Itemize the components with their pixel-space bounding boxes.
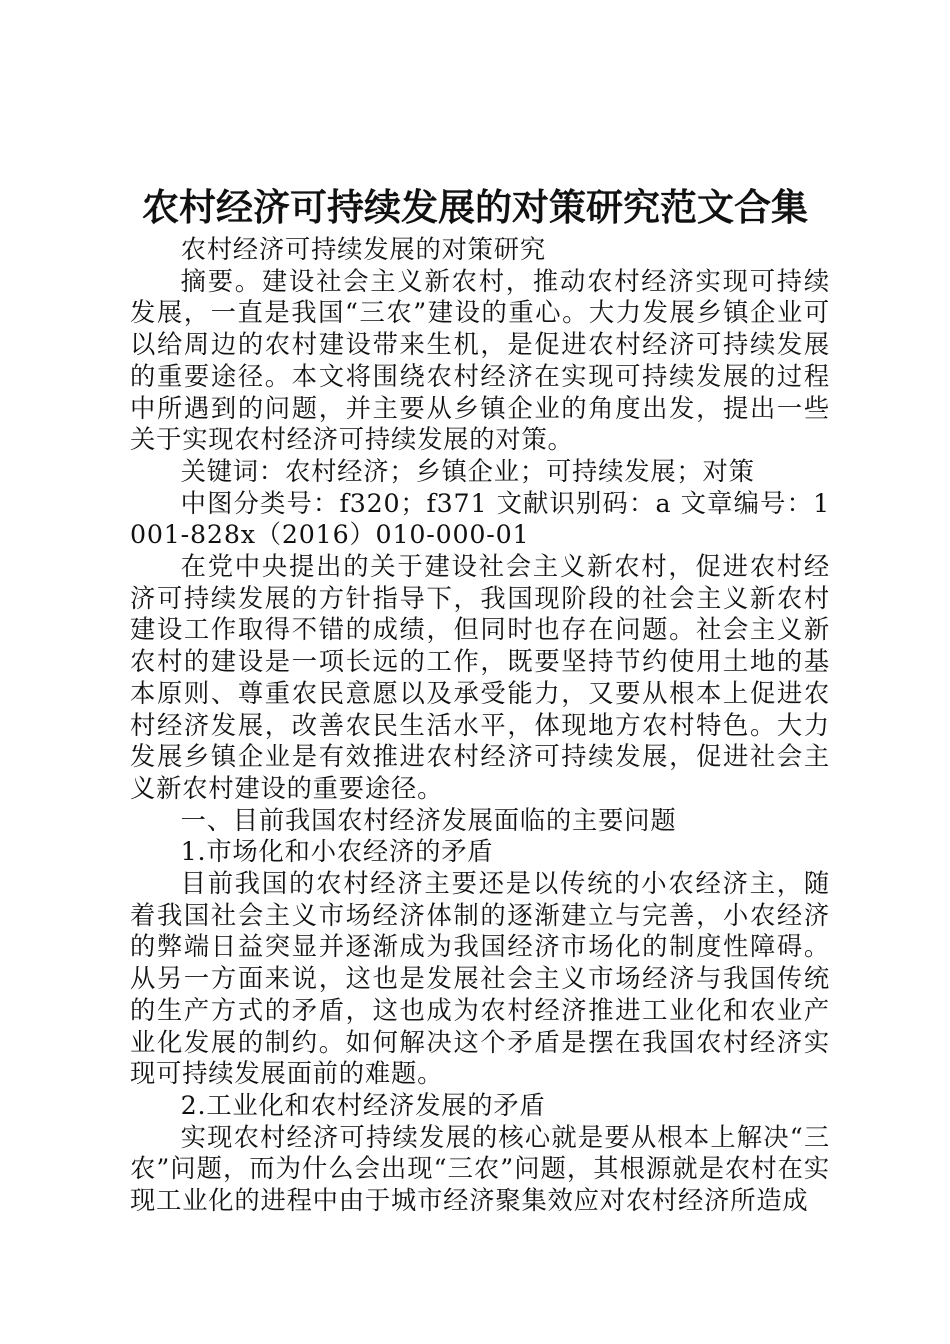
classification-paragraph: 中图分类号：f320；f371 文献识别码：a 文章编号：1001-828x（2016）010-000-01 bbox=[130, 488, 830, 550]
body-paragraph: 在党中央提出的关于建设社会主义新农村，促进农村经济可持续发展的方针指导下，我国现阶段的社会主义新农村建设工作取得不错的成绩，但同时也存在问题。社会主义新农村的建设是一项长远的工作，既要坚持节约使用土地的基本原则、尊重农民意愿以及承受能力，又要从根本上促进农村经济发展，改善农民生活水平，体现地方农村特色。大力发展乡镇企业是有效推进农村经济可持续发展，促进社会主义新农村建设的重要途径。 bbox=[130, 552, 830, 803]
subsection-heading: 1.市场化和小农经济的矛盾 bbox=[180, 837, 494, 867]
body-paragraph: 目前我国的农村经济主要还是以传统的小农经济主，随着我国社会主义市场经济体制的逐渐建立与完善，小农经济的弊端日益突显并逐渐成为我国经济市场化的制度性障碍。从另一方面来说，这也是发展社会主义市场经济与我国传统的生产方式的矛盾，这也成为农村经济推进工业化和农业产业化发展的制约。如何解决这个矛盾是摆在我国农村经济实现可持续发展面前的难题。 bbox=[130, 869, 830, 1089]
subsection-heading: 2.工业化和农村经济发展的矛盾 bbox=[180, 1090, 546, 1120]
document-title: 农村经济可持续发展的对策研究范文合集 bbox=[142, 185, 808, 229]
abstract-paragraph: 摘要。建设社会主义新农村，推动农村经济实现可持续发展，一直是我国“三农”建设的重心。大力发展乡镇企业可以给周边的农村建设带来生机，是促进农村经济可持续发展的重要途径。本文将围绕农村经济在实现可持续发展的过程中所遇到的问题，并主要从乡镇企业的角度出发，提出一些关于实现农村经济可持续发展的对策。 bbox=[130, 266, 830, 455]
section-heading: 一、目前我国农村经济发展面临的主要问题 bbox=[180, 805, 677, 835]
keywords-paragraph: 关键词：农村经济；乡镇企业；可持续发展；对策 bbox=[180, 456, 755, 486]
subtitle-paragraph: 农村经济可持续发展的对策研究 bbox=[180, 235, 546, 264]
body-paragraph: 实现农村经济可持续发展的核心就是要从根本上解决“三农”问题，而为什么会出现“三农”问题，其根源就是农村在实现工业化的进程中由于城市经济聚集效应对农村经济所造成 bbox=[130, 1122, 830, 1216]
document-body bbox=[130, 234, 830, 1217]
